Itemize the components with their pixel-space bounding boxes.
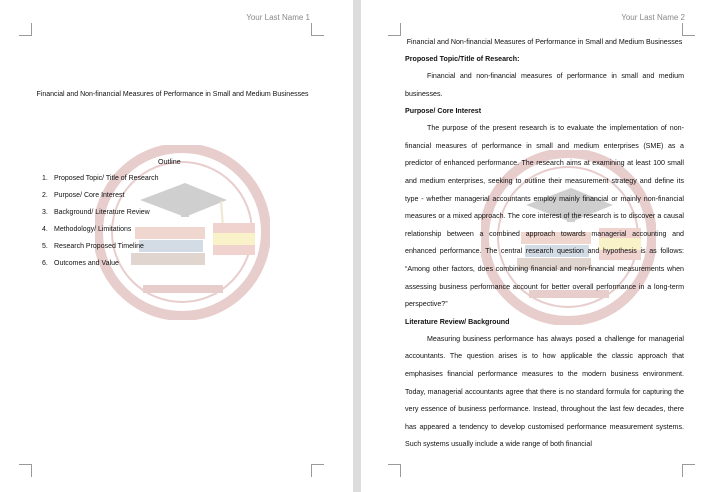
page-header: Your Last Name 1 [246,13,310,22]
outline-item: 2. Purpose/ Core Interest [42,192,125,199]
corner-mark [19,464,32,477]
section-heading-purpose: Purpose/ Core Interest [405,107,482,116]
document-page-2 [361,0,720,492]
outline-heading: Outline [158,157,181,166]
section-heading-literature: Literature Review/ Background [405,317,510,326]
corner-mark [388,23,401,36]
outline-item: 5. Research Proposed Timeline [42,243,144,250]
outline-item: 1. Proposed Topic/ Title of Research [42,175,159,182]
corner-mark [311,464,324,477]
paragraph-topic: Financial and non-financial measures of performance in small and medium businesses. [405,72,684,98]
outline-item: 6. Outcomes and Value [42,260,119,267]
paragraph-purpose: The purpose of the present research is to evaluate the implementation of non-financial measures of performance in small and medium enterprises (SME) as a predictor of enhanced performance. The research aims at examining at least 100 small and medium enterprises, seeking to outline their measurement strategy and define its type - whether managerial accountants employ mainly financial or mainly non-financial measures or a mixed approach. The core interest of the research is to discover a causal relationship between a combined approach towards managerial accounting and enhanced performance. The central research question and hypothesis is as follows: “Among other factors, does combining financial and non-financial measurements when assessing business performance account for better overall performance in a long-term perspective?” [405,124,684,309]
outline-item: 3. Background/ Literature Review [42,209,150,216]
section-heading-topic: Proposed Topic/Title of Research: [405,55,520,63]
page-header: Your Last Name 2 [621,13,685,22]
document-body [405,34,684,454]
corner-mark [311,23,324,36]
paragraph-literature: Measuring business performance has always posed a challenge for managerial accountants. The question arises is to how applicable the classic approach that emphasises financial performance measures to the modern business environment. Today, managerial accountants agree that there is no standard formula for capturing the very essence of business performance. Instead, throughout the last few decades, there has appeared a tendency to develop customised performance measurement systems. Such systems usually include a wide range of both financial [405,334,684,449]
document-title: Financial and Non-financial Measures of Performance in Small and Medium Businesses [36,91,309,98]
outline-list [42,170,159,272]
document-page-1 [0,0,353,492]
corner-mark [388,464,401,477]
corner-mark [19,23,32,36]
document-title: Financial and Non-financial Measures of Performance in Small and Medium Businesses [406,38,683,46]
outline-item: 4. Methodology/ Limitations [42,226,132,233]
corner-mark [682,464,695,477]
